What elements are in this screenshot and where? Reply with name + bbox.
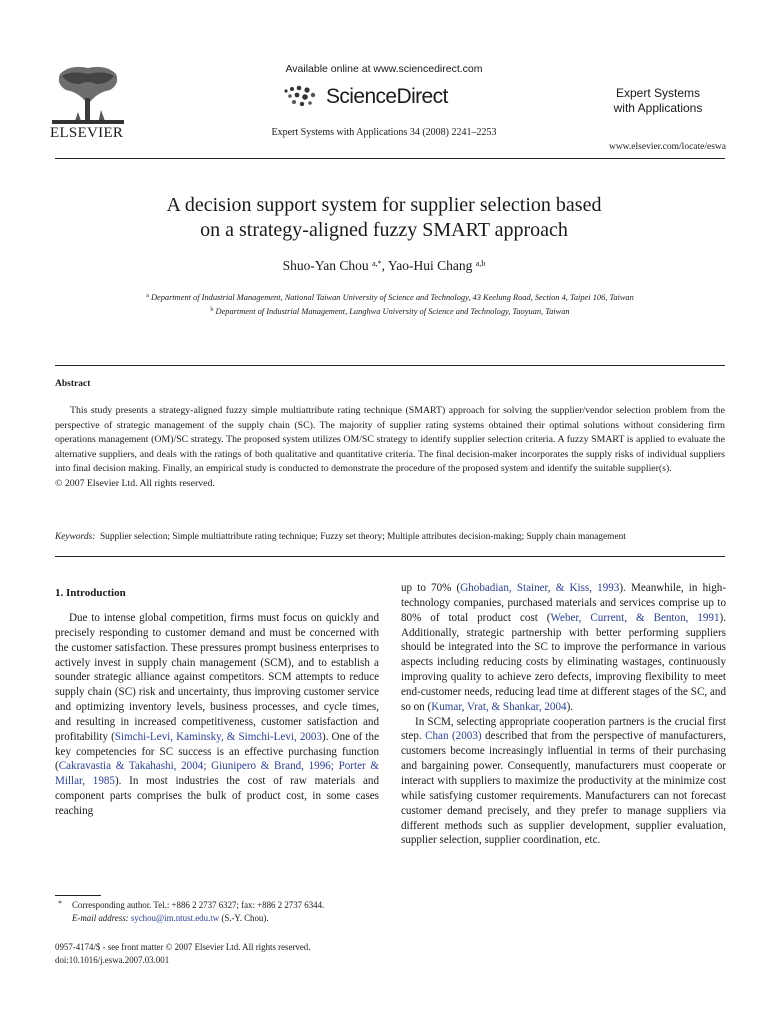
available-online-text[interactable]: Available online at www.sciencedirect.com: [285, 63, 483, 75]
citation-link[interactable]: Kumar, Vrat, & Shankar, 2004: [431, 700, 567, 713]
email-line: E-mail address: sychou@im.ntust.edu.tw (S.-Y. Chou).: [72, 913, 269, 923]
sciencedirect-dots-icon: [282, 85, 318, 109]
abstract-body: [55, 404, 725, 491]
affiliation-b: $^b$ Department of Industrial Management, Lunghwa University of Science and Technology, Taoyuan, Taiwan: [210, 307, 570, 316]
paragraph: Due to intense global competition, firms must focus on quickly and precisely responding to customer demand and must be concerned with the customer satisfaction. These pressures prompt business enterprises to actively invest in supply chain management (SCM), and to establish a sounder strategic alliance against competitors. SCM attempts to reduce supply chain (SC) risk and uncertainty, thus improving customer service and optimizing inventory levels, business processes, and cycle times, and resulting in increased competitiveness, customer satisfaction and profitability (Simchi-Levi, Kaminsky, & Simchi-Levi, 2003). One of the key competencies for SC success is an effective purchasing function (Cakravastia & Takahashi, 2004; Giunipero & Brand, 1996; Porter & Millar, 1985). In most industries the cost of raw materials and component parts comprises the bulk of product cost, in some cases reaching: [55, 612, 379, 817]
issn-doi-block: [55, 941, 385, 967]
sciencedirect-wordmark: ScienceDirect: [326, 85, 448, 108]
citation-link[interactable]: Simchi-Levi, Kaminsky, & Simchi-Levi, 2003: [114, 730, 323, 743]
journal-citation: Expert Systems with Applications 34 (2008) 2241–2253: [271, 127, 497, 138]
affiliations: [0, 290, 768, 318]
footnote-divider: [55, 895, 101, 896]
abstract-copyright: © 2007 Elsevier Ltd. All rights reserved.: [55, 477, 215, 489]
author-name: Shuo-Yan Chou: [282, 258, 369, 273]
footnote-marker: *: [58, 899, 62, 908]
keywords-text: Supplier selection; Simple multiattribute rating technique; Fuzzy set theory; Multiple attributes decision-making; Supply chain management: [99, 532, 626, 542]
section-heading-introduction: 1. Introduction: [55, 587, 126, 599]
article-title: A decision support system for supplier selection based on a strategy-aligned fuzzy SMART approach: [166, 194, 602, 241]
author-name: Yao-Hui Chang: [387, 258, 473, 273]
abstract-text: This study presents a strategy-aligned fuzzy simple multiattribute rating technique (SMART) approach for solving the supplier/vendor selection problem from the perspective of strategic management of the supply chain (SC). The majority of supplier rating systems obtained their optimal solutions without considering firm operations management (OM)/SC strategy. The proposed system utilizes OM/SC strategy to identify supplier selection criteria. A fuzzy SMART is applied to evaluate the alternative suppliers, and deals with the ratings of both qualitative and quantitative criteria. The final decision-maker incorporates the supply risks of individual suppliers into final decision making. Finally, an empirical study is conducted to demonstrate the procedure of the proposed system and identify the suitable supplier(s).: [55, 405, 725, 474]
author-list: Shuo-Yan Chou $^{a,*}$, Yao-Hui Chang $^{a,b}$: [282, 258, 486, 273]
journal-url-link[interactable]: www.elsevier.com/locate/eswa: [608, 142, 726, 152]
author-affiliation-mark[interactable]: a,b: [475, 259, 486, 268]
abstract-heading: Abstract: [55, 379, 91, 389]
author-affiliation-mark[interactable]: a,*: [372, 259, 382, 268]
abstract-bottom-divider: [55, 556, 725, 557]
issn-line: 0957-4174/$ - see front matter © 2007 Elsevier Ltd. All rights reserved.: [55, 942, 311, 952]
sciencedirect-logo[interactable]: [282, 84, 448, 110]
keywords: [55, 532, 735, 542]
email-link[interactable]: sychou@im.ntust.edu.tw: [130, 913, 220, 923]
publisher-name: ELSEVIER: [50, 125, 124, 141]
citation-link[interactable]: Weber, Current, & Benton, 1991: [550, 611, 720, 624]
body-column-right: [401, 581, 726, 848]
citation-link[interactable]: Cakravastia & Takahashi, 2004; Giunipero & Brand, 1996; Porter & Millar, 1985: [55, 760, 379, 788]
paragraph: up to 70% (Ghobadian, Stainer, & Kiss, 1993). Meanwhile, in high-technology companies, purchased materials and services comprise up to 80% of total product cost (Weber, Current, & Benton, 1991). Additionally, strategic partnership with better performing suppliers should be integrated into the SC to improve the performance in various aspects including reducing costs by eliminating wastages, continuously improving quality to achieve zero defects, improving flexibility to meet end-customer needs, reducing lead time at different stages of the SC, and so on (Kumar, Vrat, & Shankar, 2004).: [401, 582, 727, 713]
doi-line[interactable]: doi:10.1016/j.eswa.2007.03.001: [55, 955, 170, 965]
journal-title: Expert Systems with Applications: [613, 86, 703, 115]
paragraph: In SCM, selecting appropriate cooperation partners is the crucial first step. Chan (2003) described that from the perspective of manufacturers, customers become increasingly influential in terms of their purchasing and bargaining power. Consequently, manufacturers must cooperate or interact with suppliers to maximize the productivity at the minimize cost while satisfying customer requirements. Manufacturers can not forecast customer demand precisely, and they prefer to manage suppliers via different methods such as supplier development, supplier evaluation, supplier selection, supplier coordination, etc.: [401, 715, 726, 847]
citation-link[interactable]: Ghobadian, Stainer, & Kiss, 1993: [460, 582, 620, 594]
header-divider: [55, 158, 725, 159]
keywords-label: Keywords:: [55, 532, 96, 542]
footnote: [55, 899, 385, 925]
affiliation-a: $^a$ Department of Industrial Management, National Taiwan University of Science and Technology, 43 Keelung Road, Section 4, Taipei 106, Taiwan: [146, 293, 634, 302]
citation-link[interactable]: Chan (2003): [425, 730, 482, 743]
corresponding-author-note: Corresponding author. Tel.: +886 2 2737 6327; fax: +886 2 2737 6344.: [72, 900, 325, 910]
body-column-left: [55, 611, 379, 819]
abstract-top-divider: [55, 365, 725, 366]
